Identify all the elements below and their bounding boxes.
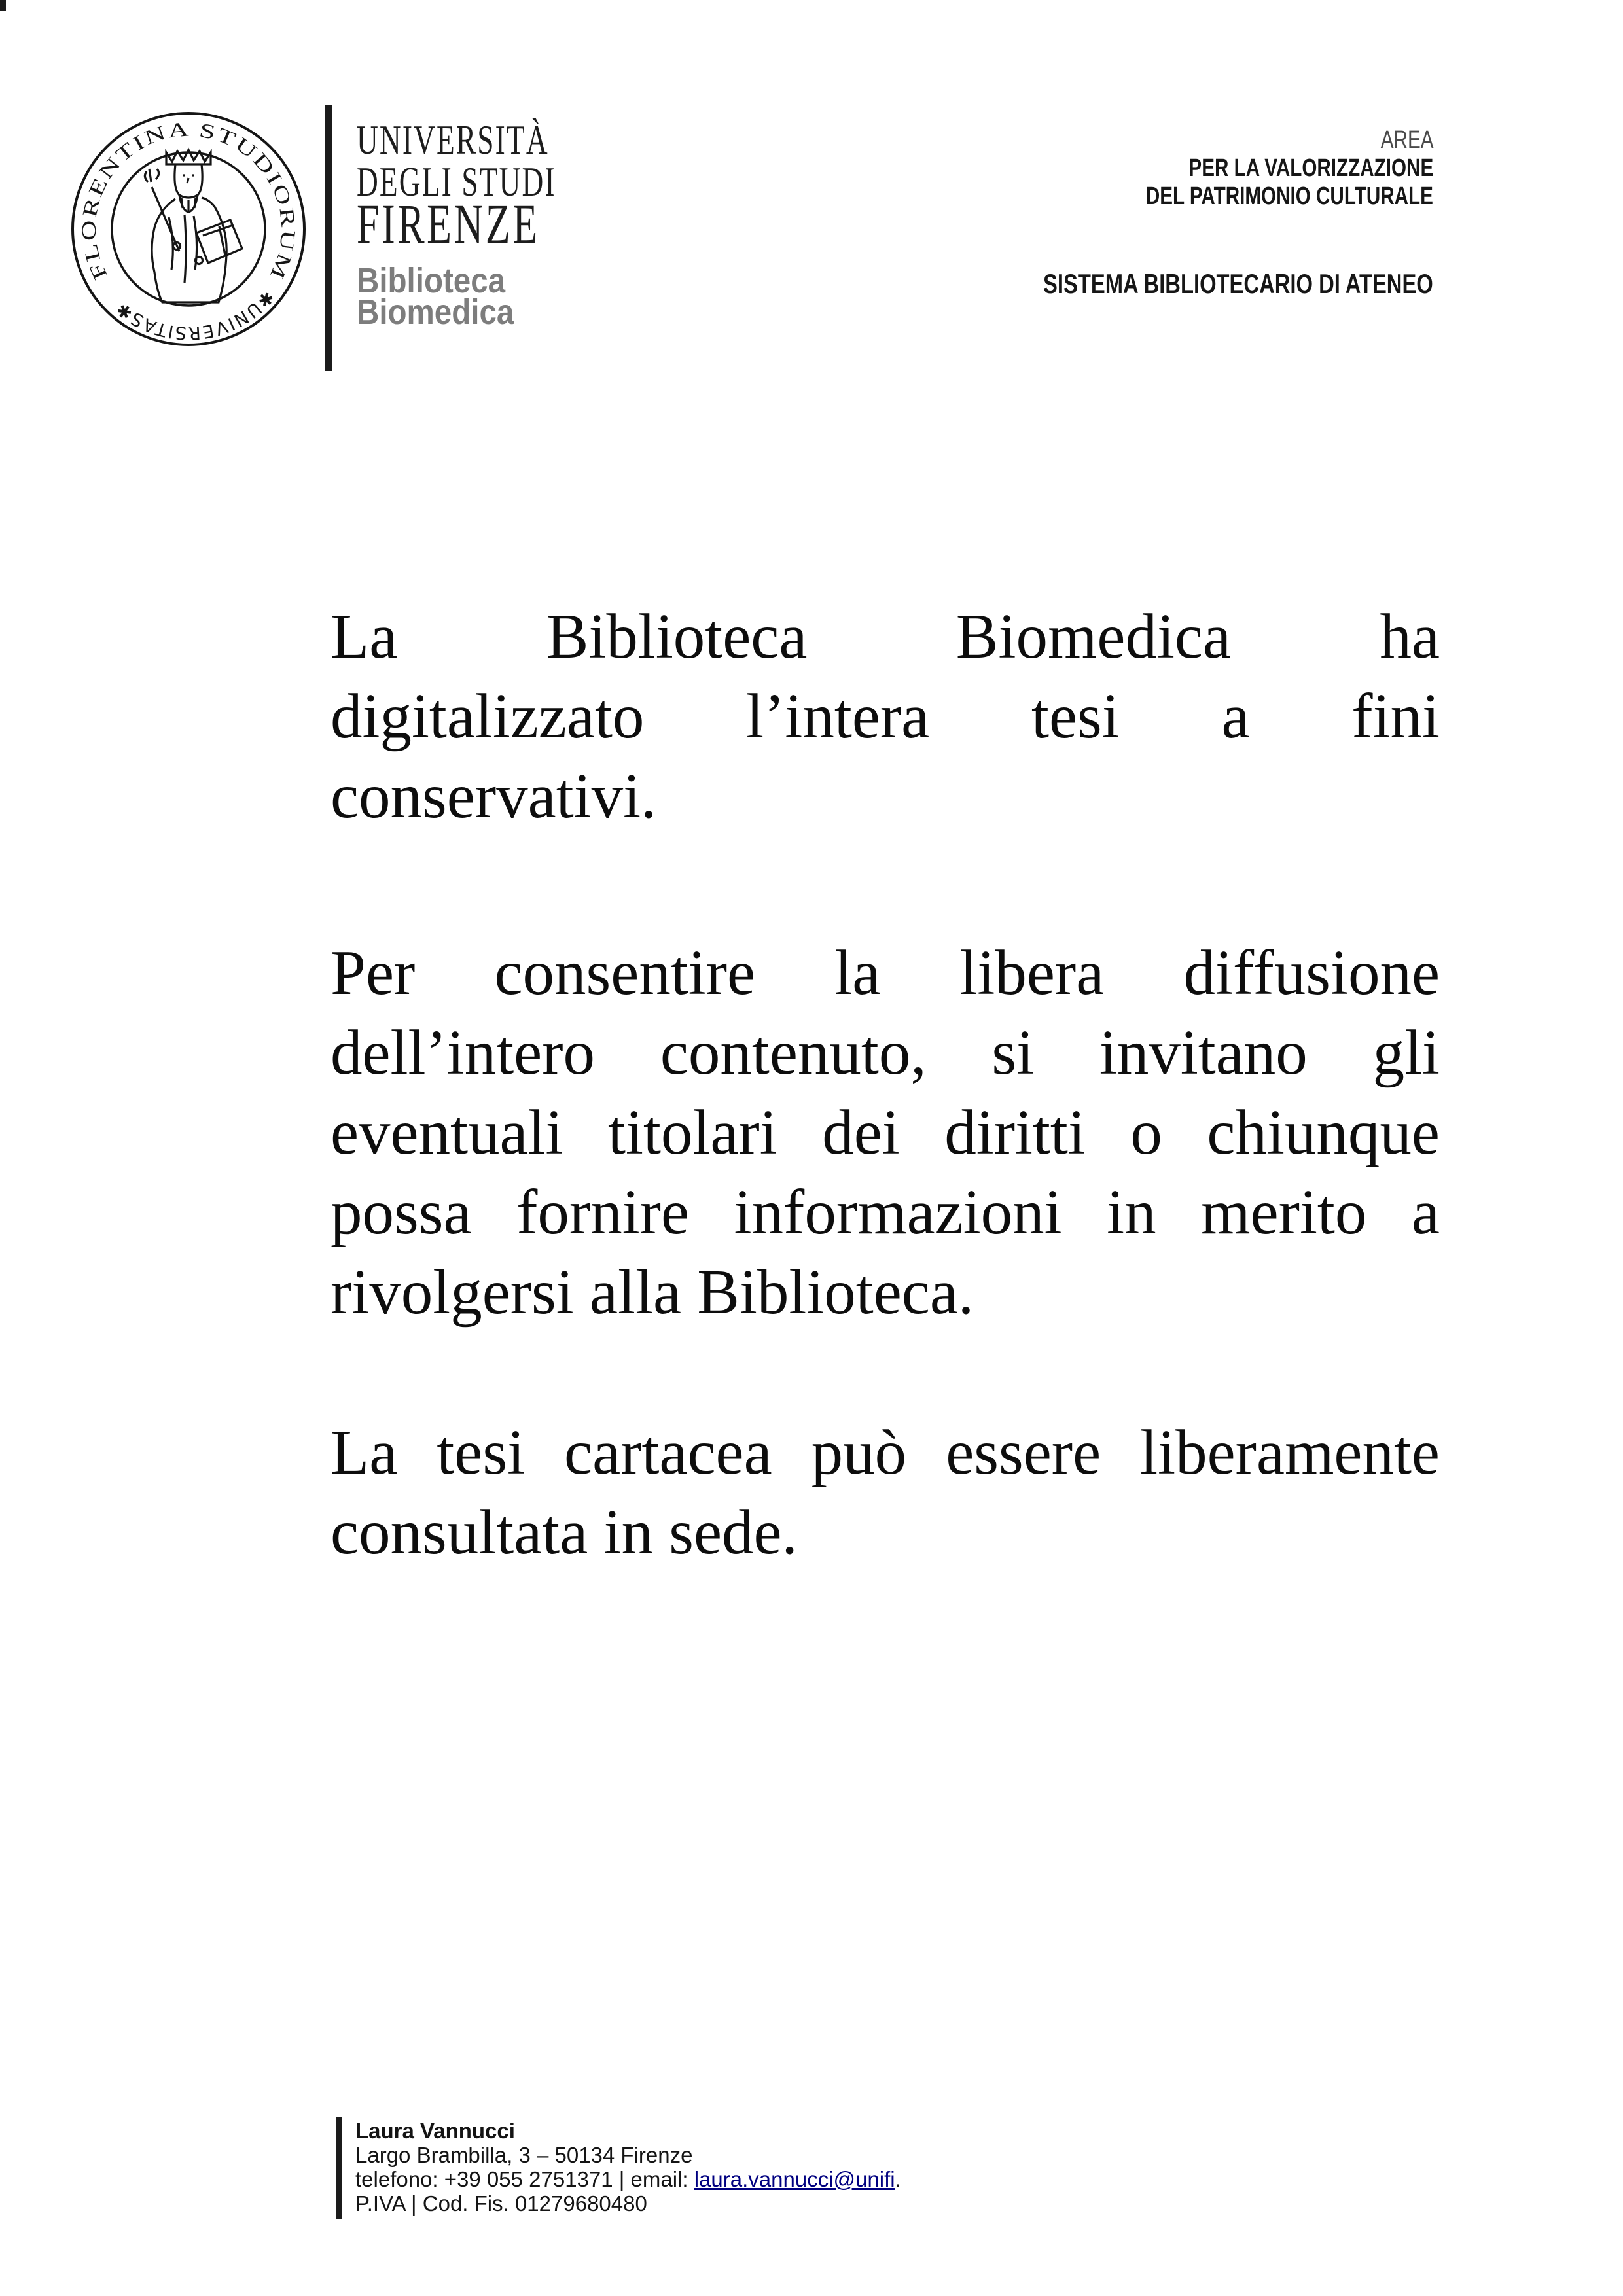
library-system-label: SISTEMA BIBLIOTECARIO DI ATENEO (1043, 268, 1433, 299)
body-line: Per consentire la libera diffusione (330, 938, 1440, 1008)
library-name-line2: Biomedica (357, 292, 514, 332)
body-line: rivolgersi alla Biblioteca. (330, 1257, 974, 1327)
footer-contact-block (355, 2119, 901, 2216)
paragraph-rights-notice (330, 933, 1440, 1332)
department-line2: DEL PATRIMONIO CULTURALE (1145, 183, 1433, 210)
body-line: conservativi. (330, 761, 657, 831)
body-line: possa fornire informazioni in merito a (330, 1177, 1440, 1247)
email-link[interactable]: laura.vannucci@unifi (694, 2167, 895, 2191)
university-name-line2: DEGLI STUDI (357, 159, 556, 205)
footer-divider-rule (336, 2117, 342, 2219)
contact-fiscal: P.IVA | Cod. Fis. 01279680480 (355, 2191, 647, 2216)
contact-phone-email: telefono: +39 055 2751371 | email: laura.vannucci@unifi. (355, 2167, 901, 2191)
body-line: dell’intero contenuto, si invitano gli (330, 1017, 1440, 1087)
header-divider-rule (325, 105, 332, 371)
body-line: eventuali titolari dei diritti o chiunque (330, 1097, 1440, 1167)
department-line1: PER LA VALORIZZAZIONE (1188, 154, 1433, 182)
svg-text:✱UNIVERSITAS✱: ✱UNIVERSITAS✱ (111, 286, 278, 344)
scan-artifact (0, 0, 6, 11)
university-name-line1: UNIVERSITÀ (357, 117, 549, 163)
paragraph-consultation (330, 1413, 1440, 1572)
seal-figure (145, 150, 242, 302)
paragraph-digitization (330, 597, 1440, 836)
university-name-line3: FIRENZE (357, 192, 540, 255)
contact-address: Largo Brambilla, 3 – 50134 Firenze (355, 2143, 693, 2167)
area-label: AREA (1380, 126, 1433, 154)
contact-name: Laura Vannucci (355, 2119, 515, 2143)
university-seal-icon (64, 105, 313, 353)
library-name-line1: Biblioteca (357, 261, 506, 300)
body-line: digitalizzato l’intera tesi a fini (330, 681, 1440, 751)
body-line: consultata in sede. (330, 1497, 798, 1567)
body-line: La Biblioteca Biomedica ha (330, 601, 1440, 671)
body-line: La tesi cartacea può essere liberamente (330, 1417, 1440, 1487)
svg-text:FLORENTINA STUDIORUM: FLORENTINA STUDIORUM (77, 117, 300, 283)
